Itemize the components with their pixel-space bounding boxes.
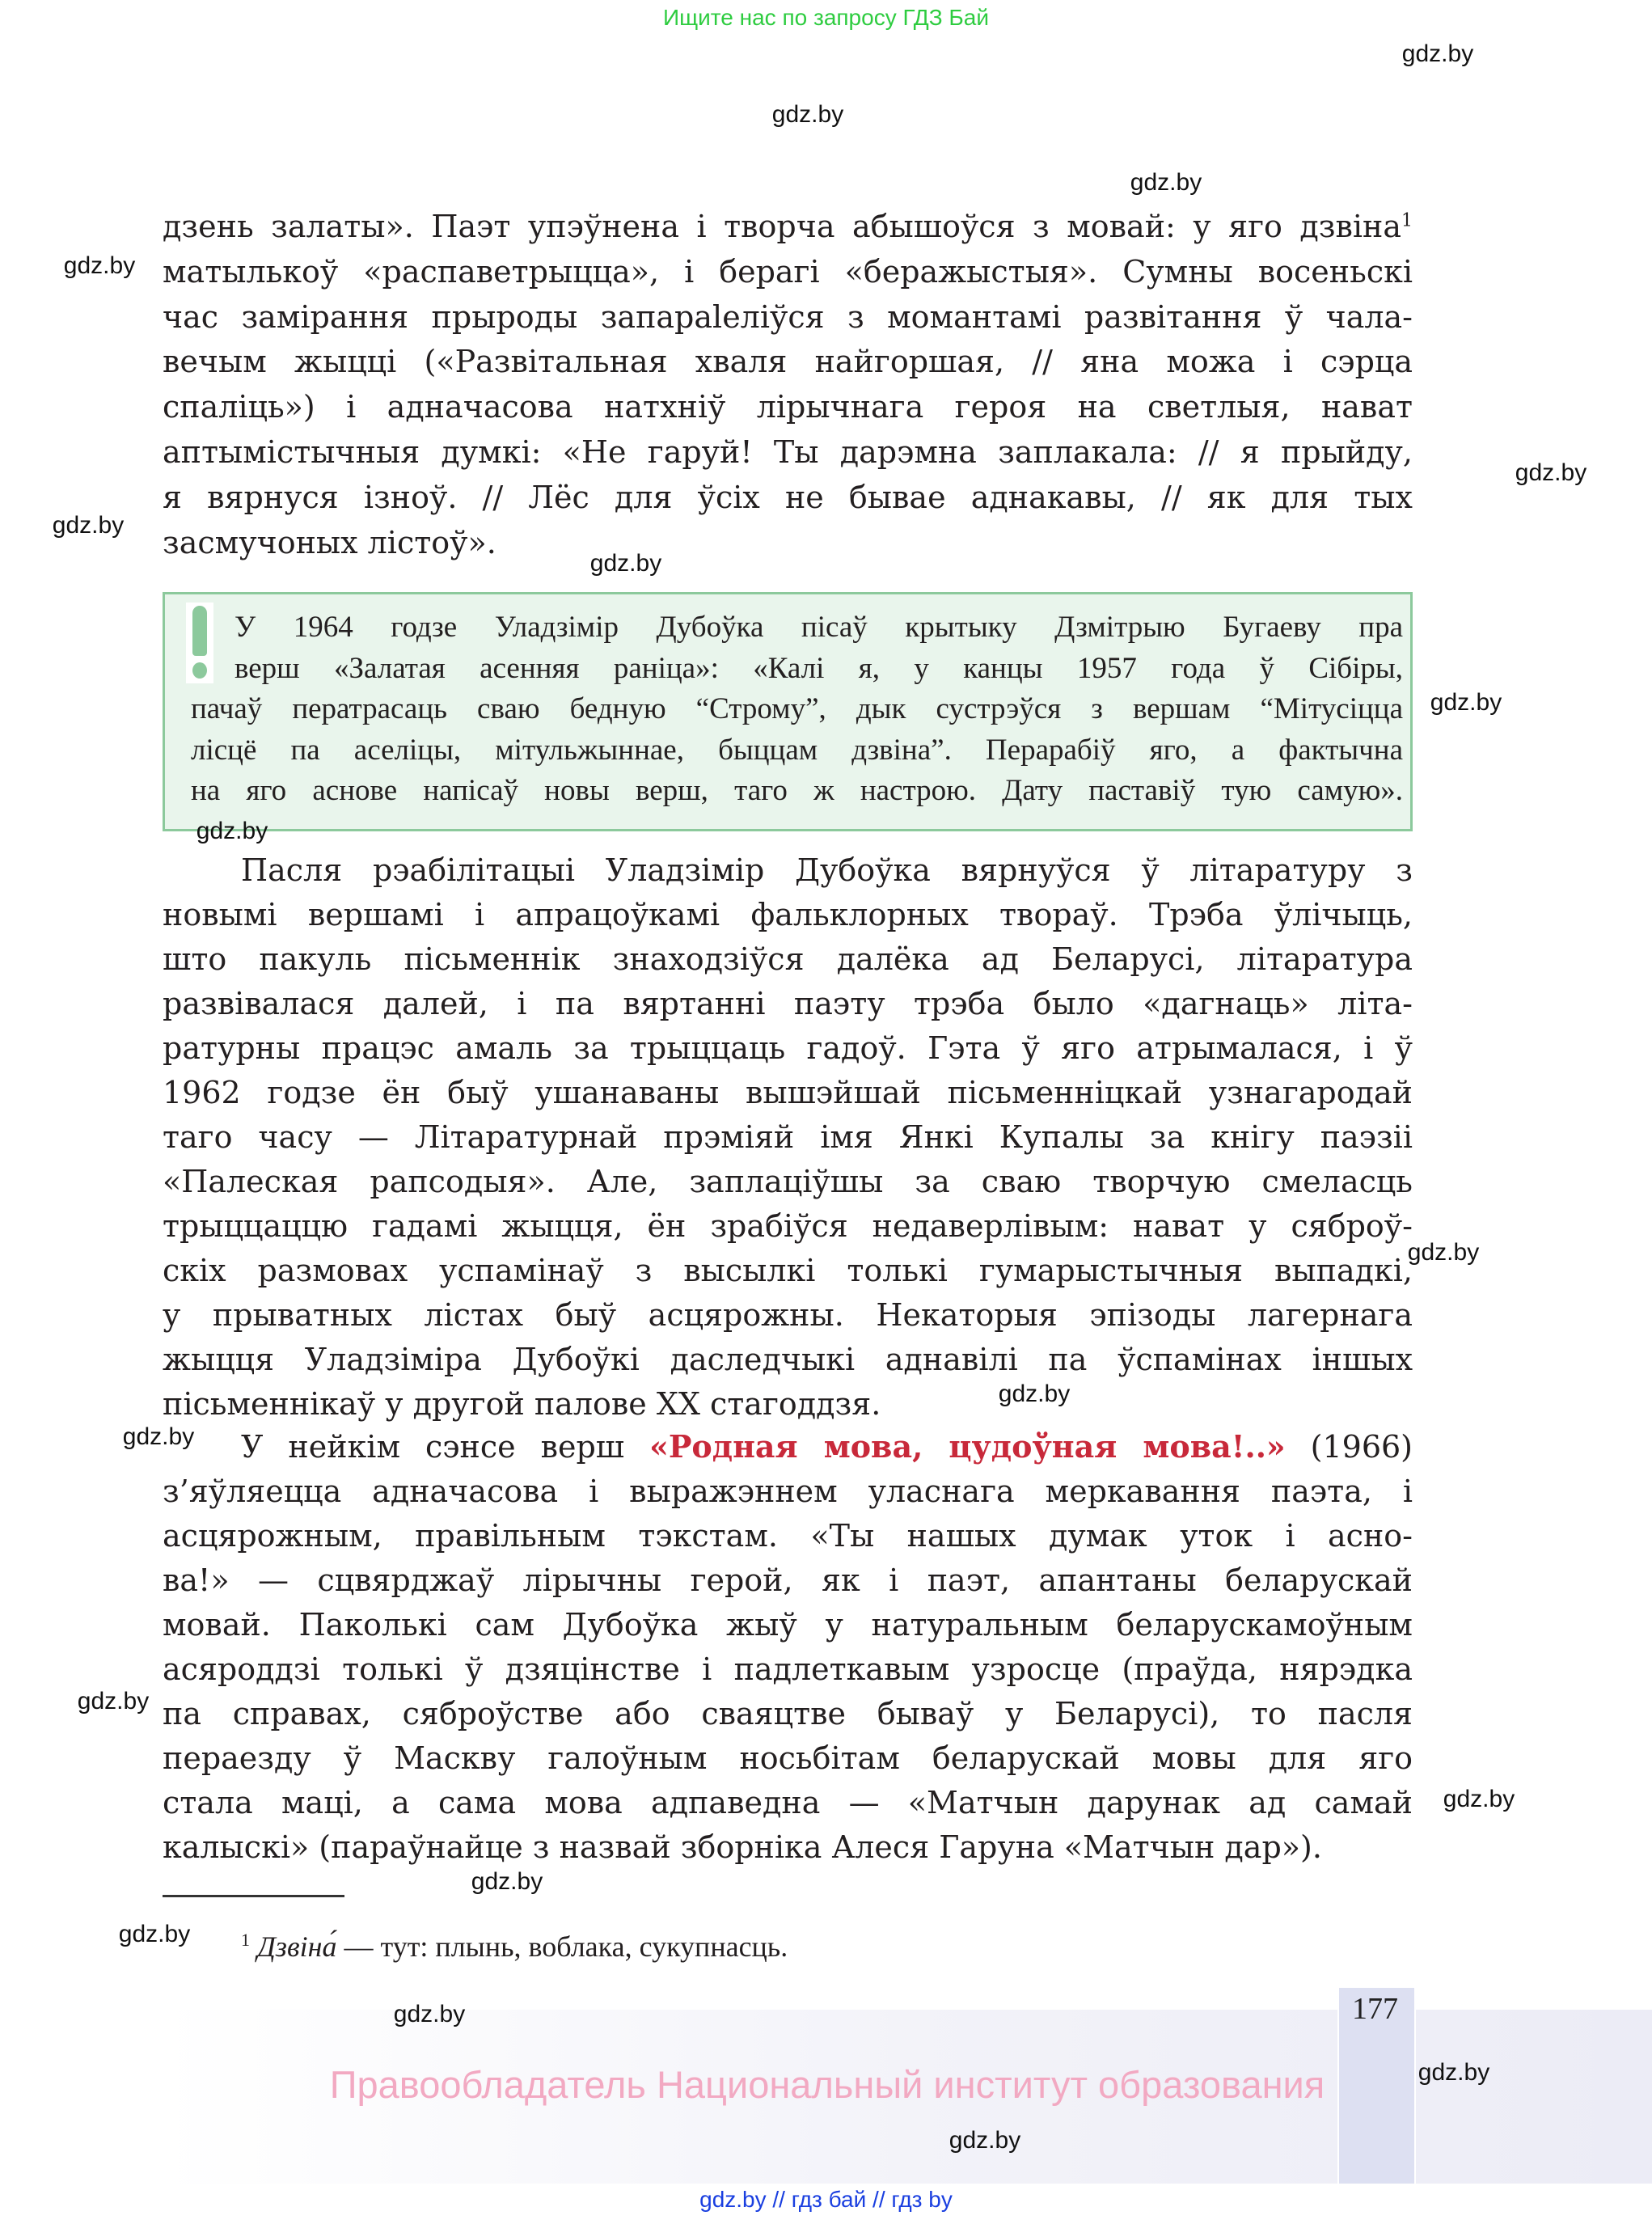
watermark: gdz.by <box>998 1380 1071 1407</box>
watermark: gdz.by <box>1401 40 1474 67</box>
bottom-links[interactable]: gdz.by // гдз бай // гдз by <box>699 2187 953 2212</box>
footnote <box>241 1929 788 1964</box>
watermark: gdz.by <box>589 550 662 577</box>
text-line: пісьменнікаў у другой палове XX стагоддзя. <box>163 1386 881 1422</box>
watermark: gdz.by <box>77 1688 150 1715</box>
text-line: пераезду ў Маскву галоўным носьбітам беларускай мовы для яго <box>163 1740 1413 1776</box>
footnote-text: — тут: плынь, воблака, сукупнасць. <box>336 1930 788 1963</box>
text-line: спаліць») і адначасова натхніў лірычнага героя на светлыя, нават <box>163 389 1413 425</box>
text-line: стала маці, а сама мова адпаведна — «Матчын дарунак ад самай <box>163 1785 1413 1820</box>
text-line: калыскі» (параўнайце з назвай зборніка Алеся Гаруна «Матчын дар»). <box>163 1829 1322 1865</box>
text-line: час замірання прыроды запараleліўся з момантамі развітання ў чала- <box>163 298 1413 335</box>
callout-line: на яго аснове напісаў новы верш, таго ж настрою. Дату паставіў тую самую». <box>191 774 1403 807</box>
text-line: вечым жыцці («Развітальная хваля найгоршая, // яна можа і сэрца <box>163 344 1413 380</box>
footnote-reference[interactable]: 1 <box>1401 210 1413 231</box>
text-line: трыццаццю гадамі жыцця, ён зрабіўся недаверлівым: нават у сяброў- <box>163 1208 1413 1244</box>
callout-line: У 1964 годзе Уладзімір Дубоўка пісаў крытыку Дзмітрыю Бугаеву пра <box>234 611 1403 644</box>
text: (1966) <box>1285 1429 1413 1465</box>
watermark: gdz.by <box>771 101 844 128</box>
text-line: развівалася далей, і па вяртанні паэту трэба было «дагнаць» літа- <box>163 986 1413 1021</box>
exclamation-icon <box>186 603 213 683</box>
text-line: я вярнуся ізноў. // Лёс для ўсіх не бывае аднакавы, // як для тых <box>163 479 1413 515</box>
footnote-mark: 1 <box>241 1930 250 1950</box>
text: У нейкім сэнсе верш <box>241 1429 650 1465</box>
text-line: таго часу — Літаратурнай прэміяй імя Янкі Купалы за кнігу паэзіі <box>163 1119 1413 1155</box>
text-line: асяроддзі толькі ў дзяцінстве і падлеткавым узросце (праўда, нярэдка <box>163 1651 1413 1687</box>
page-number: 177 <box>1352 1992 1398 2026</box>
watermark: gdz.by <box>1515 459 1587 486</box>
watermark: gdz.by <box>122 1423 195 1450</box>
callout-line: пачаў ператрасаць сваю бедную “Строму”, дык сустрэўся з вершам “Мітусіцца <box>191 692 1403 725</box>
text-line: засмучоных лістоў». <box>163 524 496 560</box>
text-line: Пасля рэабілітацыі Уладзімір Дубоўка вярнуўся ў літаратуру з <box>241 852 1413 888</box>
watermark: gdz.by <box>949 2127 1021 2154</box>
text-line: ва!» — сцвярджаў лірычны герой, як і паэт, апантаны беларускай <box>163 1562 1413 1598</box>
callout-line: верш «Залатая асенняя раніца»: «Калі я, у канцы 1957 года ў Сібіры, <box>234 651 1403 685</box>
watermark: gdz.by <box>1443 1786 1515 1812</box>
poem-title: «Родная мова, цудоўная мова!..» <box>649 1428 1286 1465</box>
watermark: gdz.by <box>471 1868 543 1895</box>
watermark: gdz.by <box>63 252 136 279</box>
text-line: новымі вершамі і апрацоўкамі фальклорных твораў. Трэба ўлічыць, <box>163 897 1413 932</box>
paragraph-3-line <box>241 1424 1413 1469</box>
text-line: жыцця Уладзіміра Дубоўкі даследчыкі аднавілі па ўспамінах іншых <box>163 1342 1413 1377</box>
watermark: gdz.by <box>1430 689 1502 716</box>
text-line: у прыватных лістах быў асцярожны. Некаторыя эпізоды лагернага <box>163 1297 1413 1333</box>
text-line: з’яўляецца адначасова і выражэннем уласнага меркавання паэта, і <box>163 1474 1413 1509</box>
footnote-term: Дзвіна́ <box>257 1930 337 1963</box>
watermark: gdz.by <box>52 512 125 539</box>
copyright-owner: Правообладатель Национальный институт образования <box>329 2063 1325 2106</box>
watermark: gdz.by <box>1130 169 1202 196</box>
text-line: аптымістычныя думкі: «Не гаруй! Ты дарэмна заплакала: // я прыйду, <box>163 434 1413 470</box>
watermark: gdz.by <box>393 2001 466 2027</box>
text-line: «Палеская рапсодыя». Але, заплаціўшы за сваю творчую смеласць <box>163 1164 1413 1199</box>
watermark: gdz.by <box>1407 1239 1480 1266</box>
search-banner[interactable]: Ищите нас по запросу ГДЗ Бай <box>662 5 990 30</box>
text-line: што пакуль пісьменнік знаходзіўся далёка ад Беларусі, літаратура <box>163 941 1413 977</box>
callout-line: лісцё па аселіцы, мітульжыннае, быццам дзвіна”. Перарабіў яго, а фактычна <box>191 733 1403 767</box>
text-line: 1962 годзе ён быў ушанаваны вышэйшай пісьменніцкай узнагародай <box>163 1075 1413 1110</box>
text-line: матылькоў «распаветрыцца», і берагі «беражыстыя». Сумны восеньскі <box>163 253 1413 290</box>
text-line: ратурны працэс амаль за трыццаць гадоў. Гэта ў яго атрымалася, і ў <box>163 1030 1413 1066</box>
text-line: мовай. Паколькі сам Дубоўка жыў у натуральным беларускамоўным <box>163 1607 1413 1643</box>
text-line: скіх размовах успамінаў з высылкі толькі гумарыстычныя выпадкі, <box>163 1253 1413 1288</box>
text-line: дзень залаты». Паэт упэўнена і творча абышоўся з мовай: у яго дзвіна$^1$ <box>163 209 1413 244</box>
watermark: gdz.by <box>1418 2059 1490 2086</box>
text-line: асцярожным, правільным тэкстам. «Ты нашых думак уток і асно- <box>163 1518 1413 1554</box>
watermark: gdz.by <box>118 1921 191 1947</box>
text-line: па справах, сяброўстве або сваяцтве бываў у Беларусі), то пасля <box>163 1696 1413 1731</box>
footnote-divider <box>163 1895 344 1897</box>
watermark: gdz.by <box>196 818 268 844</box>
